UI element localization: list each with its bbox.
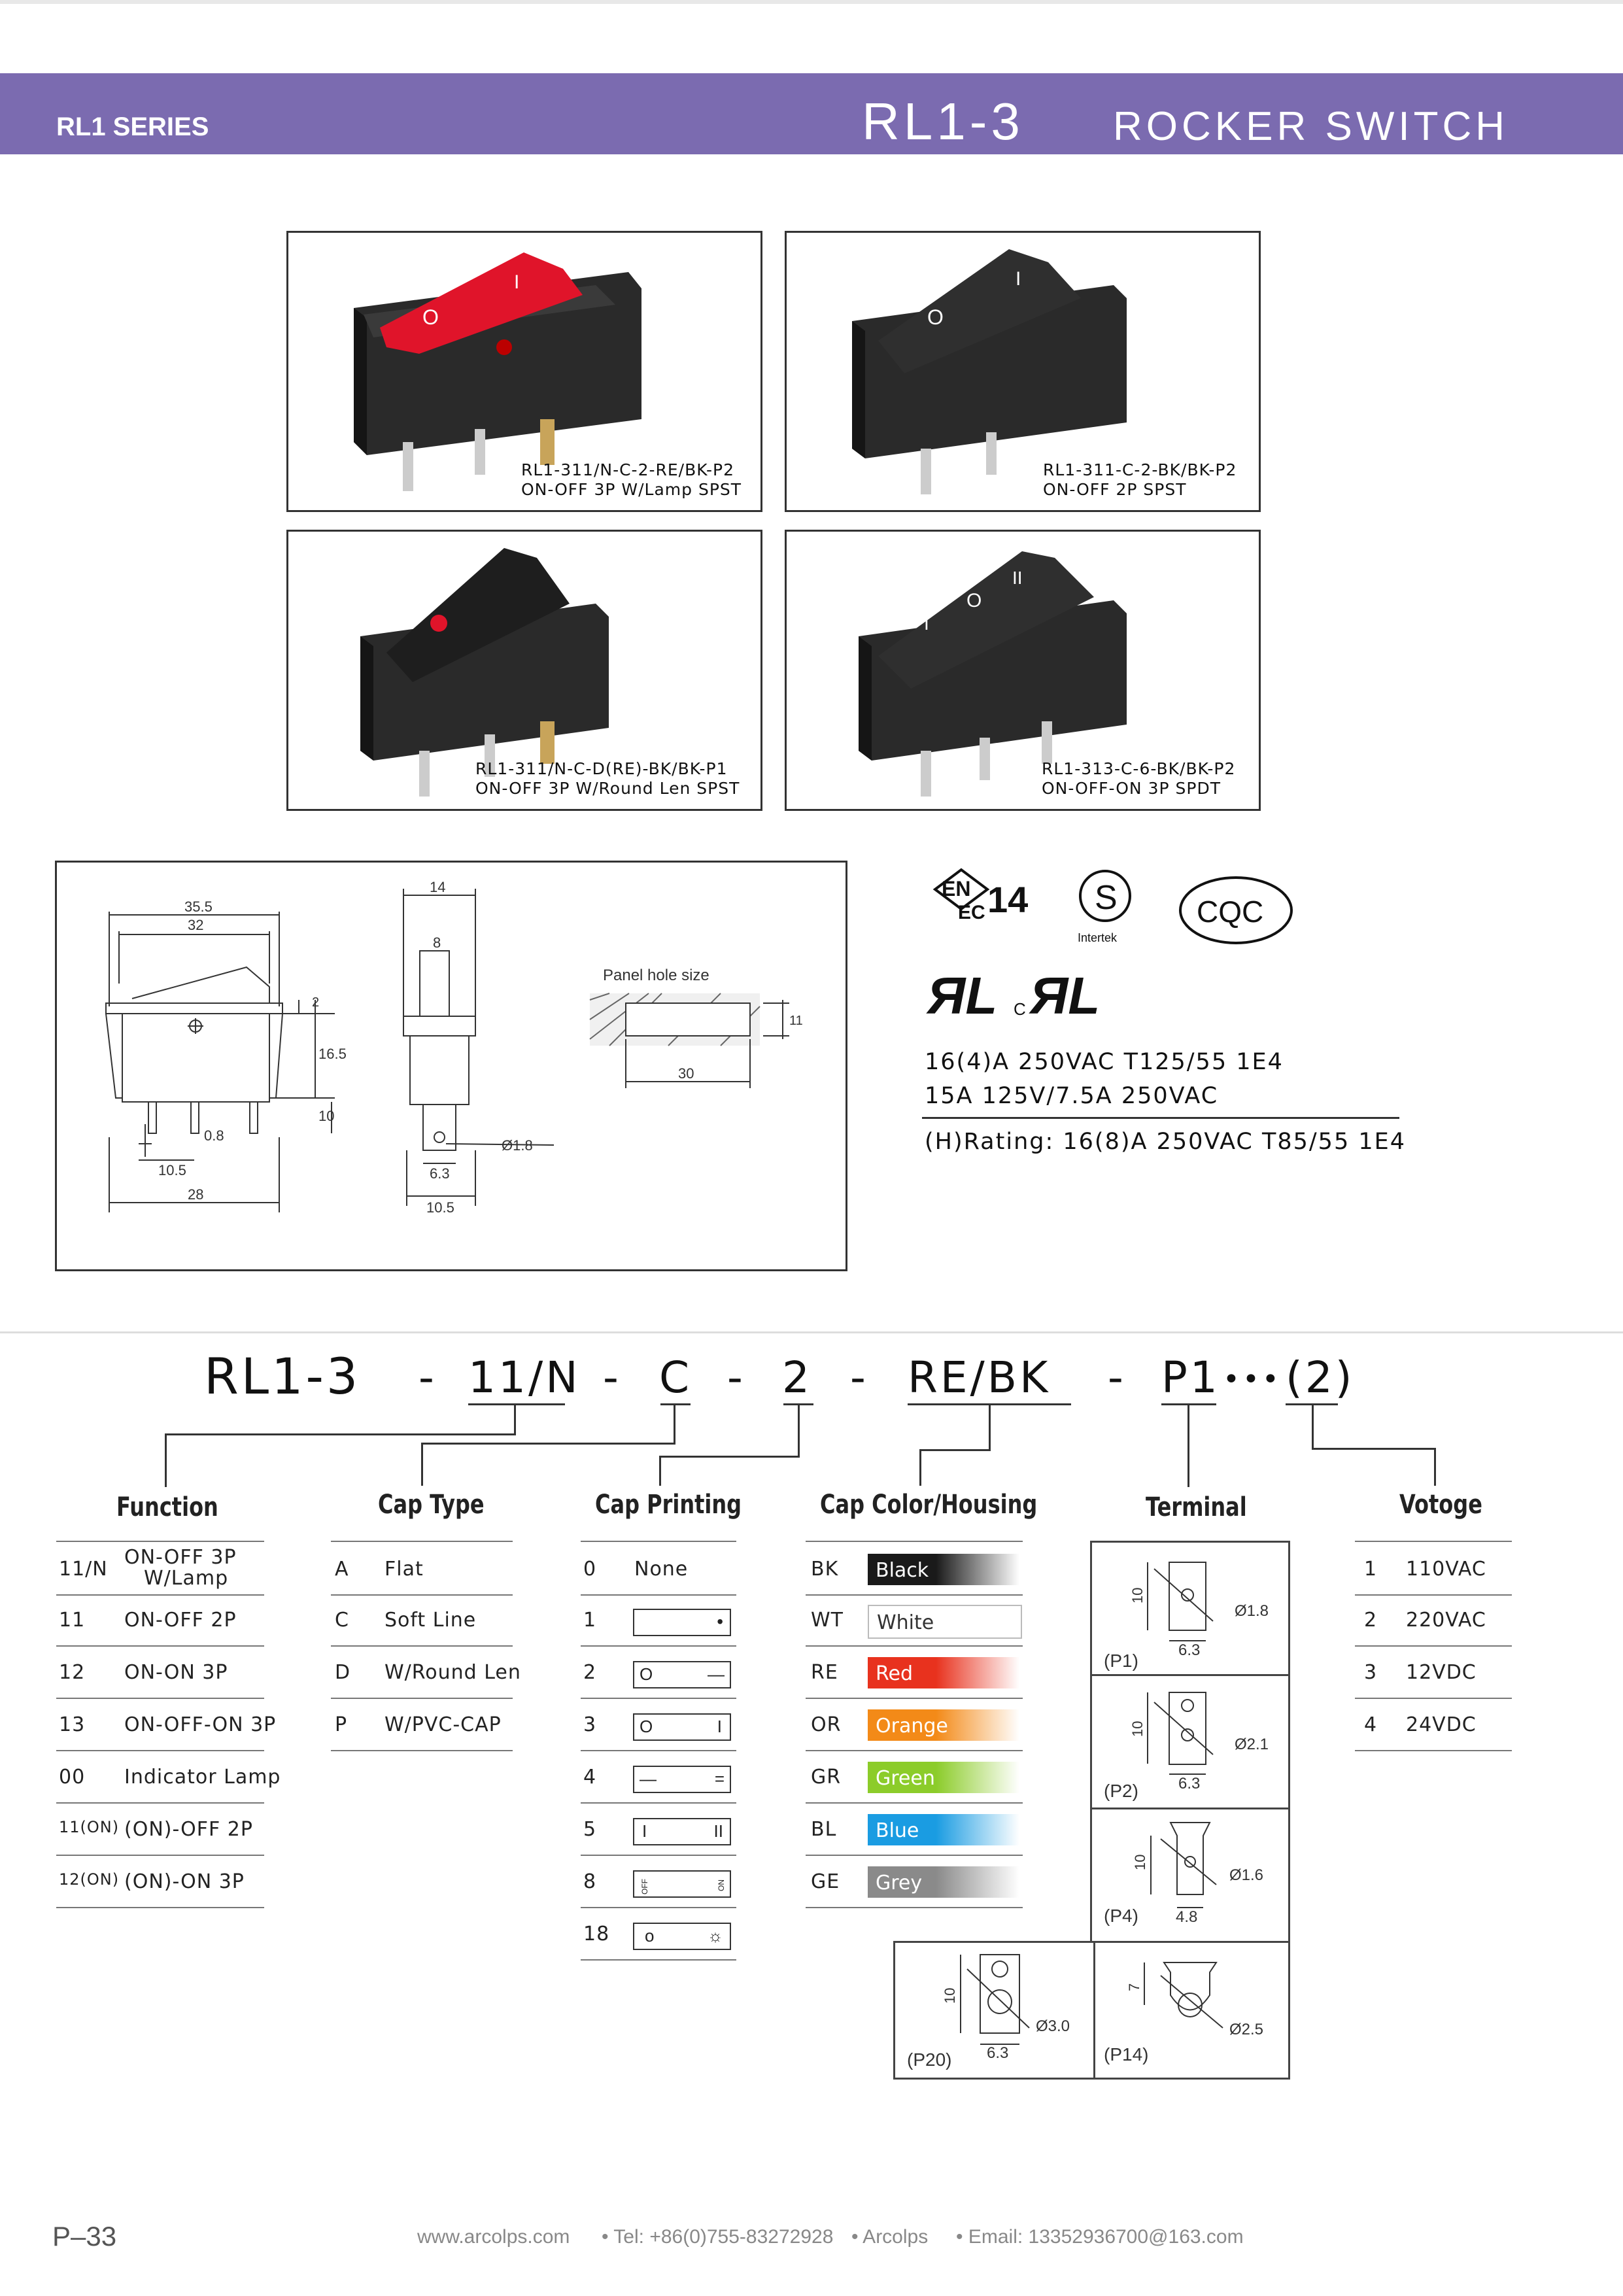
connector-color-v xyxy=(919,1449,921,1486)
svg-text:ЯL: ЯL xyxy=(927,967,998,1025)
connector-voltage xyxy=(1312,1405,1314,1449)
p4-height: 10 xyxy=(1132,1854,1148,1870)
terminal-p14 xyxy=(1090,1941,1290,2080)
rating-line-3: (H)Rating: 16(8)A 250VAC T85/55 1E4 xyxy=(925,1129,1406,1155)
p2-width: 6.3 xyxy=(1178,1775,1201,1792)
table-row xyxy=(331,1593,513,1647)
table-row xyxy=(806,1645,1023,1699)
p4-dia: Ø1.6 xyxy=(1229,1866,1264,1884)
terminal-p1-drawing xyxy=(1092,1543,1288,1677)
cap-printing-code: 0 xyxy=(583,1558,597,1581)
photo-1-part-number: RL1-311/N-C-2-RE/BK-P2 xyxy=(521,460,735,479)
svg-text:I: I xyxy=(514,271,520,293)
cap-print-right-symbol: = xyxy=(714,1769,725,1789)
cap-print-left-symbol: O xyxy=(640,1664,653,1684)
voltage-desc: 12VDC xyxy=(1406,1661,1477,1684)
order-code-terminal: P1 xyxy=(1161,1352,1220,1403)
cap-type-code: A xyxy=(335,1558,349,1581)
cap-print-box xyxy=(633,1609,731,1636)
dim-0-8: 0.8 xyxy=(204,1127,224,1144)
enec-number: 14 xyxy=(987,879,1029,920)
terminal-p2 xyxy=(1090,1674,1290,1813)
p14-label: (P14) xyxy=(1104,2044,1149,2065)
cap-print-left-symbol: OFF xyxy=(640,1879,649,1894)
function-desc: ON-OFF 2P xyxy=(124,1609,237,1632)
svg-text:O: O xyxy=(927,305,944,329)
table-row xyxy=(56,1698,277,1751)
function-desc: ON-OFF 3P xyxy=(124,1546,237,1569)
rating-divider xyxy=(922,1117,1399,1119)
order-code-voltage: (2) xyxy=(1286,1352,1355,1403)
cap-print-right-symbol: — xyxy=(708,1664,725,1684)
color-swatch xyxy=(868,1605,1022,1639)
p1-dia: Ø1.8 xyxy=(1235,1602,1269,1620)
connector-cap xyxy=(674,1405,675,1444)
cap-type-code: D xyxy=(335,1661,351,1684)
p14-dia: Ø2.5 xyxy=(1229,2021,1264,2038)
svg-text:O: O xyxy=(422,305,439,329)
connector-cap-v xyxy=(421,1443,423,1486)
series-label: RL1 SERIES xyxy=(56,112,209,141)
table-row xyxy=(56,1750,281,1804)
p4-width: 4.8 xyxy=(1176,1908,1198,1926)
cap-type-code: P xyxy=(335,1713,348,1736)
connector-color-h xyxy=(919,1449,991,1451)
intertek-s-logo xyxy=(1078,871,1130,944)
photo-4-part-number: RL1-313-C-6-BK/BK-P2 xyxy=(1042,759,1236,778)
table-row xyxy=(581,1907,736,1961)
voltage-code: 1 xyxy=(1364,1558,1378,1581)
order-code-main: RL1-3 xyxy=(204,1347,361,1405)
function-code: 11(ON) xyxy=(59,1818,120,1836)
cap-printing-heading: Cap Printing xyxy=(595,1490,742,1520)
p4-label: (P4) xyxy=(1104,1906,1138,1926)
dimension-drawing xyxy=(55,861,847,1271)
color-swatch xyxy=(868,1762,1019,1793)
function-desc: ON-ON 3P xyxy=(124,1661,228,1684)
function-code: 13 xyxy=(59,1713,86,1736)
order-code-dash-2: - xyxy=(603,1352,621,1403)
product-photo-2 xyxy=(785,231,1261,512)
order-code-dash-1: - xyxy=(419,1352,437,1403)
photo-3-description: ON-OFF 3P W/Round Len SPST xyxy=(475,779,740,798)
cap-print-right-symbol: • xyxy=(717,1611,723,1632)
table-row xyxy=(1355,1698,1512,1751)
function-code: 11/N xyxy=(59,1558,108,1581)
cap-print-left-symbol: o xyxy=(645,1926,655,1945)
table-row xyxy=(331,1698,513,1751)
color-name: Black xyxy=(876,1559,929,1582)
color-swatch xyxy=(868,1657,1019,1688)
cap-print-left-symbol: — xyxy=(640,1769,657,1789)
cap-print-box xyxy=(633,1818,731,1845)
cap-type-code: C xyxy=(335,1609,349,1632)
dim-10: 10 xyxy=(318,1108,335,1124)
table-row xyxy=(581,1645,736,1699)
p1-width: 6.3 xyxy=(1178,1641,1201,1659)
cap-print-right-symbol: ON xyxy=(717,1879,726,1891)
terminal-p4-drawing xyxy=(1092,1809,1288,1944)
voltage-code: 3 xyxy=(1364,1661,1378,1684)
cap-print-box xyxy=(633,1766,731,1793)
color-swatch xyxy=(868,1814,1019,1845)
terminal-heading: Terminal xyxy=(1146,1492,1247,1522)
cap-type-desc: Soft Line xyxy=(384,1609,477,1632)
color-code: BK xyxy=(811,1558,839,1581)
color-name: Grey xyxy=(876,1872,923,1894)
color-code: GR xyxy=(811,1766,842,1789)
function-desc: Indicator Lamp xyxy=(124,1766,281,1789)
footer-email[interactable]: • Email: 13352936700@163.com xyxy=(956,2226,1244,2248)
cap-printing-desc: None xyxy=(634,1558,689,1581)
connector-color xyxy=(989,1405,991,1450)
cap-print-box xyxy=(633,1713,731,1741)
table-row xyxy=(56,1593,264,1647)
table-row xyxy=(331,1645,521,1699)
color-name: Green xyxy=(876,1767,935,1790)
terminal-p4 xyxy=(1090,1808,1290,1946)
connector-function-v xyxy=(165,1433,167,1487)
panel-dim-11: 11 xyxy=(789,1014,803,1028)
table-row xyxy=(1355,1541,1512,1596)
terminal-p20-drawing xyxy=(895,1943,1093,2078)
product-photo-4 xyxy=(785,530,1261,811)
svg-text:EN: EN xyxy=(942,877,971,900)
voltage-code: 2 xyxy=(1364,1609,1378,1632)
cap-print-left-symbol: O xyxy=(640,1717,653,1736)
cap-type-desc: W/Round Len xyxy=(384,1661,521,1684)
cqc-label: CQC xyxy=(1197,895,1264,929)
cap-printing-code: 3 xyxy=(583,1713,597,1736)
svg-text:EC: EC xyxy=(958,902,985,923)
cap-print-box xyxy=(633,1661,731,1688)
product-photo-3 xyxy=(286,530,762,811)
cul-c-mark: C xyxy=(1014,999,1026,1019)
color-code: BL xyxy=(811,1818,837,1841)
table-row xyxy=(581,1698,736,1751)
footer-brand: • Arcolps xyxy=(851,2226,929,2248)
cert-logos xyxy=(922,863,1314,1033)
cap-print-right-symbol: II xyxy=(713,1821,723,1841)
function-desc: (ON)-ON 3P xyxy=(124,1870,245,1893)
color-code: WT xyxy=(811,1609,844,1632)
order-code-print: 2 xyxy=(782,1352,812,1403)
table-row xyxy=(56,1541,264,1596)
dim-side-10-5: 10.5 xyxy=(426,1199,454,1216)
cqc-logo xyxy=(1180,878,1291,943)
p2-label: (P2) xyxy=(1104,1781,1138,1801)
table-row xyxy=(806,1802,1023,1856)
voltage-desc: 220VAC xyxy=(1406,1609,1486,1632)
dimension-svg xyxy=(57,863,846,1269)
dim-8: 8 xyxy=(433,934,441,951)
color-name: Orange xyxy=(876,1715,948,1738)
dim-35-5: 35.5 xyxy=(184,899,213,915)
panel-hole-label: Panel hole size xyxy=(603,967,709,984)
color-code: RE xyxy=(811,1661,838,1684)
cap-printing-code: 2 xyxy=(583,1661,597,1684)
cap-printing-code: 8 xyxy=(583,1870,597,1893)
ul-logo xyxy=(926,967,1100,1025)
color-swatch xyxy=(868,1866,1019,1898)
cap-print-right-symbol: ☼ xyxy=(708,1926,723,1945)
dim-32: 32 xyxy=(188,917,204,933)
function-code: 12(ON) xyxy=(59,1870,120,1889)
terminal-p1 xyxy=(1090,1541,1290,1679)
connector-cap-h xyxy=(421,1443,675,1445)
table-row xyxy=(806,1593,1023,1647)
intertek-label: Intertek xyxy=(1078,931,1118,944)
rating-line-1: 16(4)A 250VAC T125/55 1E4 xyxy=(925,1049,1284,1075)
p2-height: 10 xyxy=(1129,1721,1146,1737)
p20-dia: Ø3.0 xyxy=(1036,2017,1070,2035)
dim-dia-1-8: Ø1.8 xyxy=(502,1137,533,1154)
table-row xyxy=(56,1855,264,1908)
table-row xyxy=(806,1541,1023,1596)
terminal-p20 xyxy=(893,1941,1095,2080)
connector-function xyxy=(514,1405,516,1435)
cap-print-box xyxy=(633,1870,731,1898)
footer-website[interactable]: www.arcolps.com xyxy=(417,2226,570,2248)
cap-printing-code: 4 xyxy=(583,1766,597,1789)
cap-printing-code: 5 xyxy=(583,1818,597,1841)
color-swatch xyxy=(868,1554,1019,1585)
connector-print-h xyxy=(659,1456,800,1458)
photo-2-description: ON-OFF 2P SPST xyxy=(1043,480,1187,499)
voltage-heading: Votoge xyxy=(1399,1490,1482,1520)
table-row xyxy=(806,1855,1023,1908)
order-code-dash-3: - xyxy=(727,1352,745,1403)
dim-16-5: 16.5 xyxy=(318,1046,347,1062)
svg-text:II: II xyxy=(1012,568,1023,588)
panel-dim-30: 30 xyxy=(678,1065,694,1082)
cap-type-heading: Cap Type xyxy=(378,1490,485,1520)
order-code-dash-5: - xyxy=(1108,1352,1126,1403)
color-name: White xyxy=(877,1611,934,1634)
p20-height: 10 xyxy=(942,1987,958,2004)
product-title: ROCKER SWITCH xyxy=(1113,104,1509,149)
dim-10-5: 10.5 xyxy=(158,1162,186,1178)
connector-function-h xyxy=(165,1433,516,1435)
connector-print xyxy=(798,1405,800,1457)
terminal-p14-drawing xyxy=(1092,1943,1288,2078)
dim-28: 28 xyxy=(188,1186,204,1203)
terminal-p2-drawing xyxy=(1092,1676,1288,1811)
model-title: RL1-3 xyxy=(862,92,1024,150)
enec-logo xyxy=(935,870,1028,923)
cap-printing-code: 18 xyxy=(583,1923,610,1945)
voltage-code: 4 xyxy=(1364,1713,1378,1736)
section-divider xyxy=(0,1331,1623,1333)
color-code: GE xyxy=(811,1870,840,1893)
underline-function xyxy=(468,1403,565,1405)
p1-label: (P1) xyxy=(1104,1651,1138,1671)
color-swatch xyxy=(868,1709,1019,1741)
svg-text:O: O xyxy=(966,590,982,611)
cap-print-left-symbol: I xyxy=(642,1821,647,1841)
top-border xyxy=(0,0,1623,4)
table-row xyxy=(581,1855,736,1908)
order-code-color: RE/BK xyxy=(908,1352,1051,1403)
connector-voltage-h xyxy=(1312,1448,1436,1450)
function-code: 11 xyxy=(59,1609,86,1632)
voltage-desc: 24VDC xyxy=(1406,1713,1477,1736)
table-row xyxy=(56,1802,264,1856)
order-code-function: 11/N xyxy=(468,1352,581,1403)
rating-line-2: 15A 125V/7.5A 250VAC xyxy=(925,1083,1219,1109)
order-code-dash-4: - xyxy=(850,1352,868,1403)
product-photo-1 xyxy=(286,231,762,512)
cap-color-heading: Cap Color/Housing xyxy=(820,1490,1038,1520)
table-row xyxy=(581,1593,736,1647)
order-code-dots: ••• xyxy=(1223,1363,1282,1396)
function-code: 12 xyxy=(59,1661,86,1684)
p2-dia: Ø2.1 xyxy=(1235,1736,1269,1753)
color-name: Blue xyxy=(876,1819,919,1842)
table-row xyxy=(806,1698,1023,1751)
page-number: P–33 xyxy=(52,2221,117,2252)
footer-phone: • Tel: +86(0)755-83272928 xyxy=(602,2226,834,2248)
color-code: OR xyxy=(811,1713,842,1736)
p1-height: 10 xyxy=(1129,1587,1146,1603)
svg-text:I: I xyxy=(924,613,929,634)
underline-cap xyxy=(660,1403,691,1405)
function-desc: (ON)-OFF 2P xyxy=(124,1818,253,1841)
svg-text:S: S xyxy=(1095,879,1118,917)
function-heading: Function xyxy=(116,1492,218,1522)
table-row xyxy=(56,1645,264,1699)
svg-text:I: I xyxy=(1016,268,1021,290)
connector-print-v xyxy=(659,1456,661,1486)
order-code-cap: C xyxy=(659,1352,692,1403)
table-row xyxy=(581,1750,736,1804)
function-code: 00 xyxy=(59,1766,86,1789)
table-row xyxy=(1355,1645,1512,1699)
connector-voltage-v xyxy=(1434,1448,1436,1486)
table-row xyxy=(806,1750,1023,1804)
p20-label: (P20) xyxy=(907,2049,952,2070)
function-desc-2: W/Lamp xyxy=(144,1567,229,1590)
cap-print-box xyxy=(633,1923,731,1950)
connector-terminal xyxy=(1187,1405,1189,1487)
dim-6-3: 6.3 xyxy=(430,1165,450,1182)
table-row xyxy=(1355,1593,1512,1647)
cap-type-desc: Flat xyxy=(384,1558,424,1581)
photo-1-description: ON-OFF 3P W/Lamp SPST xyxy=(521,480,742,499)
svg-text:ЯL: ЯL xyxy=(1030,967,1101,1025)
p14-height: 7 xyxy=(1126,1983,1142,1991)
table-row xyxy=(331,1541,513,1596)
photo-2-part-number: RL1-311-C-2-BK/BK-P2 xyxy=(1043,460,1237,479)
photo-4-description: ON-OFF-ON 3P SPDT xyxy=(1042,779,1221,798)
p20-width: 6.3 xyxy=(987,2044,1009,2062)
dim-2: 2 xyxy=(312,995,320,1010)
cap-printing-code: 1 xyxy=(583,1609,597,1632)
function-desc: ON-OFF-ON 3P xyxy=(124,1713,277,1736)
dim-14: 14 xyxy=(430,879,446,895)
voltage-desc: 110VAC xyxy=(1406,1558,1486,1581)
cap-type-desc: W/PVC-CAP xyxy=(384,1713,502,1736)
photo-3-part-number: RL1-311/N-C-D(RE)-BK/BK-P1 xyxy=(475,759,728,778)
table-row xyxy=(581,1541,736,1596)
color-name: Red xyxy=(876,1662,913,1685)
table-row xyxy=(581,1802,736,1856)
cap-print-right-symbol: I xyxy=(717,1717,722,1736)
